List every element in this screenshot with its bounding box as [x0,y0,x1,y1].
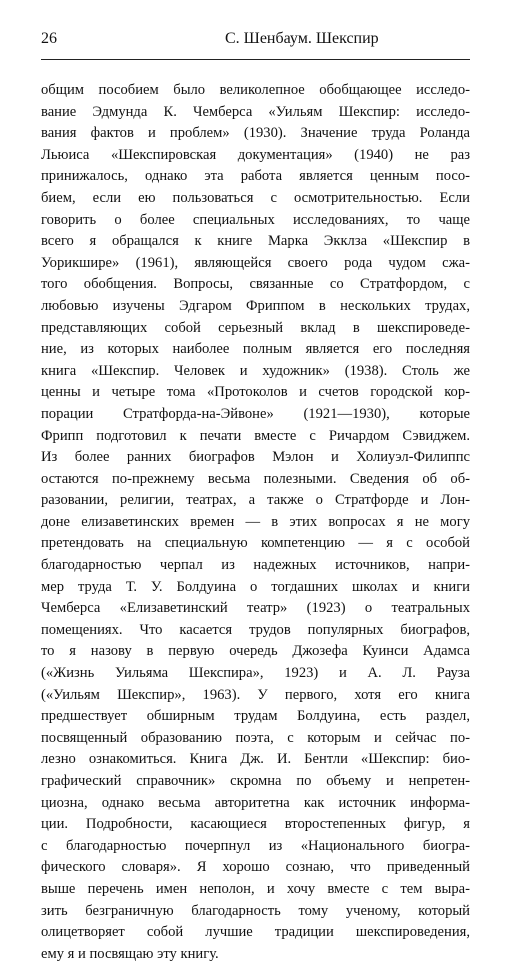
text-line: принижалось, однако эта работа является ценным посо- [41,168,470,185]
text-line: олицетворяет собой лучшие традиции шекспироведения, [41,924,470,941]
text-line: остаются по-прежнему весьма полезными. Сведения об об- [41,470,470,487]
text-line: всего я обращался к книге Марка Экклза «Шекспир в [41,233,470,250]
page-number: 26 [41,30,57,47]
text-line: («Жизнь Уильяма Шекспира», 1923) и А. Л. Рауза [41,665,470,682]
text-line: ценны и четыре тома «Протоколов и счетов городской кор- [41,384,470,401]
running-head: С. Шенбаум. Шекспир [225,30,379,47]
text-line: общим пособием было великолепное обобщающее исследо- [41,82,470,98]
text-line: любовью изучены Эдгаром Фриппом в нескольких трудах, [41,297,470,314]
text-line: Уорикшире» (1961), являющейся своего рода чудом сжа- [41,254,470,271]
text-line: благодарностью черпал из надежных источников, напри- [41,557,470,574]
text-line: ние, из которых наиболее полным является его последняя [41,341,470,358]
text-line: Чемберса «Елизаветинский театр» (1923) о театральных [41,600,470,617]
text-line: графический справочник» скромна по объему и непретен- [41,773,470,789]
text-line: фического словаря». Я хорошо сознаю, что приведенный [41,859,470,876]
text-line: лезно ознакомиться. Книга Дж. И. Бентли «Шекспир: био- [41,751,470,768]
text-line: ему я и посвящаю эту книгу. [41,945,219,962]
text-line: говорить о более специальных исследованиях, то чаще [41,211,470,228]
text-line: вания фактов и проблем» (1930). Значение труда Роланда [41,125,470,142]
text-line: книга «Шекспир. Человек и художник» (1938). Столь же [41,362,470,379]
header-rule [41,59,470,60]
text-line: вание Эдмунда К. Чемберса «Уильям Шекспир: исследо- [41,103,470,120]
text-line: разовании, религии, театрах, а также о Стратфорде и Лон- [41,492,470,509]
text-line: предшествует обширным трудам Болдуина, есть раздел, [41,708,470,725]
text-line: претендовать на специальную компетенцию — я с особой [41,535,470,552]
text-line: выше перечень имен неполон, и хочу вместе с тем выра- [41,880,470,897]
body-text [41,80,470,965]
text-line: того обобщения. Вопросы, связанные со Стратфордом, с [41,276,470,293]
text-line: то я назову в первую очередь Джозефа Куинси Адамса [41,643,470,660]
text-line: мер труда Т. У. Болдуина о тогдашних школах и книги [41,578,470,595]
text-line: Из более ранних биографов Мэлон и Холиуэл-Филиппс [41,449,470,466]
text-line: ции. Подробности, касающиеся второстепенных фигур, я [41,816,470,833]
text-line: («Уильям Шекспир», 1963). У первого, хотя его книга [41,686,470,703]
text-line: доне елизаветинских времен — в этих вопросах я не могу [41,513,470,530]
text-line: с благодарностью почерпнул из «Национального биогра- [41,837,470,854]
text-line: зить безграничную благодарность тому ученому, который [41,902,470,919]
text-line: посвященный образованию поэта, с которым и сейчас по- [41,729,470,746]
text-line: помещениях. Что касается трудов популярных биографов, [41,621,470,638]
text-line: порации Стратфорда-на-Эйвоне» (1921—1930), которые [41,405,470,422]
page-header [41,28,470,50]
text-line: Фрипп подготовил к печати вместе с Ричардом Сэвиджем. [41,427,470,444]
text-line: Льюиса «Шекспировская документация» (1940) не раз [41,146,470,163]
text-line: циозна, однако весьма авторитетна как источник информа- [41,794,470,811]
text-line: представляющих собой серьезный вклад в шекспироведе- [41,319,470,336]
text-line: бием, если ею пользоваться с осмотрительностью. Если [41,189,470,206]
